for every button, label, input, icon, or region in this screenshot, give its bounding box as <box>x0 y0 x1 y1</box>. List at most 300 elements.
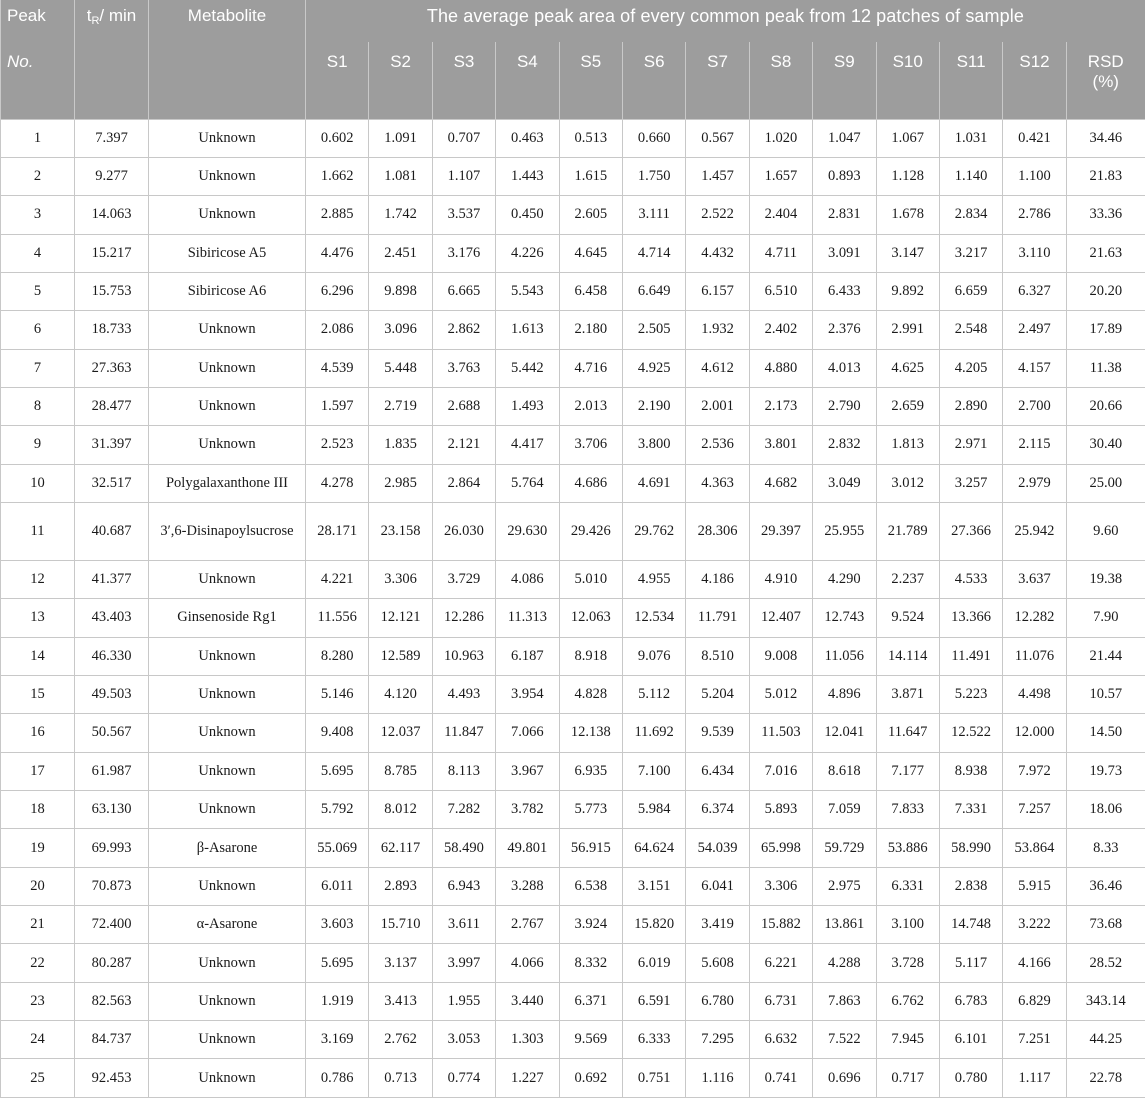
header-sample-s4: S4 <box>496 42 559 119</box>
sample-value-cell: 2.700 <box>1003 387 1066 425</box>
sample-value-cell: 3.997 <box>432 944 495 982</box>
table-row <box>1 119 1145 157</box>
sample-value-cell: 7.833 <box>876 791 939 829</box>
table-row <box>1 829 1145 867</box>
sample-value-cell: 65.998 <box>749 829 812 867</box>
sample-value-cell: 55.069 <box>306 829 369 867</box>
sample-value-cell: 1.116 <box>686 1059 749 1097</box>
sample-value-cell: 49.801 <box>496 829 559 867</box>
sample-value-cell: 6.762 <box>876 982 939 1020</box>
sample-value-cell: 5.146 <box>306 675 369 713</box>
sample-value-cell: 4.186 <box>686 560 749 598</box>
sample-value-cell: 6.221 <box>749 944 812 982</box>
retention-time-cell: 70.873 <box>75 867 149 905</box>
sample-value-cell: 3.306 <box>369 560 432 598</box>
sample-value-cell: 3.100 <box>876 906 939 944</box>
table-row <box>1 637 1145 675</box>
sample-value-cell: 3.537 <box>432 196 495 234</box>
sample-value-cell: 4.955 <box>622 560 685 598</box>
table-row <box>1 502 1145 560</box>
sample-value-cell: 7.945 <box>876 1021 939 1059</box>
sample-value-cell: 9.898 <box>369 272 432 310</box>
sample-value-cell: 1.047 <box>813 119 876 157</box>
sample-value-cell: 8.918 <box>559 637 622 675</box>
header-sample-s11: S11 <box>939 42 1002 119</box>
sample-value-cell: 11.503 <box>749 714 812 752</box>
sample-value-cell: 29.630 <box>496 502 559 560</box>
sample-value-cell: 1.227 <box>496 1059 559 1097</box>
sample-value-cell: 2.548 <box>939 311 1002 349</box>
sample-value-cell: 2.719 <box>369 387 432 425</box>
peak-number-cell: 14 <box>1 637 75 675</box>
sample-value-cell: 4.493 <box>432 675 495 713</box>
sample-value-cell: 4.013 <box>813 349 876 387</box>
sample-value-cell: 3.611 <box>432 906 495 944</box>
metabolite-cell: Unknown <box>149 675 306 713</box>
sample-value-cell: 1.742 <box>369 196 432 234</box>
retention-time-cell: 92.453 <box>75 1059 149 1097</box>
sample-value-cell: 3.729 <box>432 560 495 598</box>
sample-value-cell: 14.114 <box>876 637 939 675</box>
sample-value-cell: 4.498 <box>1003 675 1066 713</box>
peak-number-cell: 20 <box>1 867 75 905</box>
header-span-title: The average peak area of every common peak from 12 patches of sample <box>306 0 1145 42</box>
peak-number-cell: 18 <box>1 791 75 829</box>
table-row <box>1 599 1145 637</box>
sample-value-cell: 3.288 <box>496 867 559 905</box>
retention-time-cell: 15.217 <box>75 234 149 272</box>
sample-value-cell: 5.608 <box>686 944 749 982</box>
sample-value-cell: 8.938 <box>939 752 1002 790</box>
sample-value-cell: 6.780 <box>686 982 749 1020</box>
sample-value-cell: 12.522 <box>939 714 1002 752</box>
rsd-cell: 17.89 <box>1066 311 1145 349</box>
sample-value-cell: 0.741 <box>749 1059 812 1097</box>
peak-number-cell: 21 <box>1 906 75 944</box>
rsd-cell: 21.83 <box>1066 157 1145 195</box>
sample-value-cell: 5.223 <box>939 675 1002 713</box>
sample-value-cell: 3.053 <box>432 1021 495 1059</box>
sample-value-cell: 2.762 <box>369 1021 432 1059</box>
sample-value-cell: 4.205 <box>939 349 1002 387</box>
rsd-cell: 20.66 <box>1066 387 1145 425</box>
sample-value-cell: 2.451 <box>369 234 432 272</box>
sample-value-cell: 1.020 <box>749 119 812 157</box>
retention-time-cell: 84.737 <box>75 1021 149 1059</box>
metabolite-cell: Unknown <box>149 637 306 675</box>
sample-value-cell: 5.204 <box>686 675 749 713</box>
header-tr-main: t <box>86 6 92 25</box>
peak-number-cell: 17 <box>1 752 75 790</box>
rsd-cell: 22.78 <box>1066 1059 1145 1097</box>
peak-number-cell: 25 <box>1 1059 75 1097</box>
rsd-cell: 20.20 <box>1066 272 1145 310</box>
sample-value-cell: 29.397 <box>749 502 812 560</box>
sample-value-cell: 12.000 <box>1003 714 1066 752</box>
sample-value-cell: 2.831 <box>813 196 876 234</box>
sample-value-cell: 0.774 <box>432 1059 495 1097</box>
sample-value-cell: 6.665 <box>432 272 495 310</box>
metabolite-cell: Unknown <box>149 791 306 829</box>
sample-value-cell: 0.463 <box>496 119 559 157</box>
sample-value-cell: 59.729 <box>813 829 876 867</box>
retention-time-cell: 46.330 <box>75 637 149 675</box>
sample-value-cell: 7.257 <box>1003 791 1066 829</box>
retention-time-cell: 61.987 <box>75 752 149 790</box>
sample-value-cell: 8.510 <box>686 637 749 675</box>
header-sample-s7: S7 <box>686 42 749 119</box>
sample-value-cell: 1.128 <box>876 157 939 195</box>
sample-value-cell: 4.476 <box>306 234 369 272</box>
header-retention-time <box>75 0 149 119</box>
sample-value-cell: 4.925 <box>622 349 685 387</box>
sample-value-cell: 6.659 <box>939 272 1002 310</box>
rsd-cell: 25.00 <box>1066 464 1145 502</box>
metabolite-cell: Unknown <box>149 119 306 157</box>
sample-value-cell: 3.091 <box>813 234 876 272</box>
sample-value-cell: 12.041 <box>813 714 876 752</box>
sample-value-cell: 5.773 <box>559 791 622 829</box>
sample-value-cell: 4.533 <box>939 560 1002 598</box>
rsd-cell: 33.36 <box>1066 196 1145 234</box>
sample-value-cell: 3.151 <box>622 867 685 905</box>
sample-value-cell: 2.121 <box>432 426 495 464</box>
sample-value-cell: 0.696 <box>813 1059 876 1097</box>
sample-value-cell: 8.280 <box>306 637 369 675</box>
sample-value-cell: 12.282 <box>1003 599 1066 637</box>
metabolite-cell: 3′,6-Disinapoylsucrose <box>149 502 306 560</box>
sample-value-cell: 6.731 <box>749 982 812 1020</box>
sample-value-cell: 25.955 <box>813 502 876 560</box>
sample-value-cell: 6.434 <box>686 752 749 790</box>
rsd-cell: 30.40 <box>1066 426 1145 464</box>
sample-value-cell: 3.257 <box>939 464 1002 502</box>
table-header <box>1 0 1145 119</box>
sample-value-cell: 4.714 <box>622 234 685 272</box>
sample-value-cell: 54.039 <box>686 829 749 867</box>
sample-value-cell: 27.366 <box>939 502 1002 560</box>
sample-value-cell: 3.222 <box>1003 906 1066 944</box>
sample-value-cell: 4.221 <box>306 560 369 598</box>
sample-value-cell: 6.041 <box>686 867 749 905</box>
sample-value-cell: 2.838 <box>939 867 1002 905</box>
sample-value-cell: 11.692 <box>622 714 685 752</box>
sample-value-cell: 11.647 <box>876 714 939 752</box>
sample-value-cell: 3.871 <box>876 675 939 713</box>
peak-number-cell: 11 <box>1 502 75 560</box>
sample-value-cell: 5.764 <box>496 464 559 502</box>
sample-value-cell: 6.935 <box>559 752 622 790</box>
sample-value-cell: 2.862 <box>432 311 495 349</box>
sample-value-cell: 2.790 <box>813 387 876 425</box>
rsd-cell: 11.38 <box>1066 349 1145 387</box>
sample-value-cell: 11.313 <box>496 599 559 637</box>
header-peak: Peak <box>1 0 75 42</box>
rsd-cell: 343.14 <box>1066 982 1145 1020</box>
header-sample-s9: S9 <box>813 42 876 119</box>
sample-value-cell: 7.863 <box>813 982 876 1020</box>
sample-value-cell: 1.750 <box>622 157 685 195</box>
retention-time-cell: 18.733 <box>75 311 149 349</box>
retention-time-cell: 50.567 <box>75 714 149 752</box>
sample-value-cell: 25.942 <box>1003 502 1066 560</box>
header-sample-s12: S12 <box>1003 42 1066 119</box>
sample-value-cell: 9.076 <box>622 637 685 675</box>
sample-value-cell: 6.101 <box>939 1021 1002 1059</box>
sample-value-cell: 5.792 <box>306 791 369 829</box>
sample-value-cell: 12.286 <box>432 599 495 637</box>
table-row <box>1 387 1145 425</box>
sample-value-cell: 53.864 <box>1003 829 1066 867</box>
sample-value-cell: 15.882 <box>749 906 812 944</box>
retention-time-cell: 31.397 <box>75 426 149 464</box>
sample-value-cell: 11.847 <box>432 714 495 752</box>
sample-value-cell: 4.612 <box>686 349 749 387</box>
sample-value-cell: 6.632 <box>749 1021 812 1059</box>
header-sample-s2: S2 <box>369 42 432 119</box>
sample-value-cell: 3.306 <box>749 867 812 905</box>
sample-value-cell: 2.605 <box>559 196 622 234</box>
metabolite-cell: Unknown <box>149 752 306 790</box>
rsd-cell: 14.50 <box>1066 714 1145 752</box>
sample-value-cell: 2.971 <box>939 426 1002 464</box>
sample-value-cell: 7.016 <box>749 752 812 790</box>
sample-value-cell: 7.059 <box>813 791 876 829</box>
header-tr-unit: / min <box>99 6 137 25</box>
sample-value-cell: 6.649 <box>622 272 685 310</box>
retention-time-cell: 80.287 <box>75 944 149 982</box>
sample-value-cell: 2.893 <box>369 867 432 905</box>
sample-value-cell: 14.748 <box>939 906 1002 944</box>
sample-value-cell: 7.972 <box>1003 752 1066 790</box>
sample-value-cell: 2.834 <box>939 196 1002 234</box>
table-row <box>1 1059 1145 1097</box>
sample-value-cell: 3.096 <box>369 311 432 349</box>
sample-value-cell: 2.975 <box>813 867 876 905</box>
sample-value-cell: 7.295 <box>686 1021 749 1059</box>
sample-value-cell: 4.120 <box>369 675 432 713</box>
sample-value-cell: 7.066 <box>496 714 559 752</box>
header-sample-s3: S3 <box>432 42 495 119</box>
table-row <box>1 752 1145 790</box>
sample-value-cell: 3.110 <box>1003 234 1066 272</box>
rsd-cell: 7.90 <box>1066 599 1145 637</box>
sample-value-cell: 9.892 <box>876 272 939 310</box>
sample-value-cell: 7.177 <box>876 752 939 790</box>
peak-number-cell: 1 <box>1 119 75 157</box>
sample-value-cell: 13.861 <box>813 906 876 944</box>
sample-value-cell: 2.180 <box>559 311 622 349</box>
sample-value-cell: 26.030 <box>432 502 495 560</box>
table-row <box>1 675 1145 713</box>
sample-value-cell: 6.510 <box>749 272 812 310</box>
table-row <box>1 1021 1145 1059</box>
sample-value-cell: 0.707 <box>432 119 495 157</box>
sample-value-cell: 2.190 <box>622 387 685 425</box>
sample-value-cell: 29.762 <box>622 502 685 560</box>
peak-number-cell: 9 <box>1 426 75 464</box>
sample-value-cell: 28.306 <box>686 502 749 560</box>
sample-value-cell: 5.915 <box>1003 867 1066 905</box>
sample-value-cell: 2.237 <box>876 560 939 598</box>
sample-value-cell: 0.602 <box>306 119 369 157</box>
sample-value-cell: 3.763 <box>432 349 495 387</box>
sample-value-cell: 2.523 <box>306 426 369 464</box>
header-sample-s5: S5 <box>559 42 622 119</box>
metabolite-cell: Unknown <box>149 982 306 1020</box>
sample-value-cell: 0.780 <box>939 1059 1002 1097</box>
rsd-cell: 36.46 <box>1066 867 1145 905</box>
sample-value-cell: 7.100 <box>622 752 685 790</box>
sample-value-cell: 4.828 <box>559 675 622 713</box>
sample-value-cell: 2.890 <box>939 387 1002 425</box>
header-sample-s10: S10 <box>876 42 939 119</box>
sample-value-cell: 4.226 <box>496 234 559 272</box>
metabolite-cell: Unknown <box>149 426 306 464</box>
retention-time-cell: 32.517 <box>75 464 149 502</box>
sample-value-cell: 10.963 <box>432 637 495 675</box>
sample-value-cell: 1.662 <box>306 157 369 195</box>
peak-number-cell: 3 <box>1 196 75 234</box>
peak-number-cell: 13 <box>1 599 75 637</box>
retention-time-cell: 40.687 <box>75 502 149 560</box>
metabolite-cell: Unknown <box>149 311 306 349</box>
sample-value-cell: 3.440 <box>496 982 559 1020</box>
sample-value-cell: 2.001 <box>686 387 749 425</box>
peak-number-cell: 16 <box>1 714 75 752</box>
metabolite-cell: Unknown <box>149 560 306 598</box>
sample-value-cell: 2.979 <box>1003 464 1066 502</box>
sample-value-cell: 3.967 <box>496 752 559 790</box>
sample-value-cell: 9.008 <box>749 637 812 675</box>
sample-value-cell: 4.686 <box>559 464 622 502</box>
sample-value-cell: 2.786 <box>1003 196 1066 234</box>
table-row <box>1 867 1145 905</box>
sample-value-cell: 5.695 <box>306 944 369 982</box>
sample-value-cell: 1.117 <box>1003 1059 1066 1097</box>
sample-value-cell: 0.567 <box>686 119 749 157</box>
sample-value-cell: 4.157 <box>1003 349 1066 387</box>
sample-value-cell: 1.678 <box>876 196 939 234</box>
sample-value-cell: 6.011 <box>306 867 369 905</box>
sample-value-cell: 7.522 <box>813 1021 876 1059</box>
sample-value-cell: 1.615 <box>559 157 622 195</box>
rsd-cell: 21.63 <box>1066 234 1145 272</box>
sample-value-cell: 2.991 <box>876 311 939 349</box>
table-row <box>1 560 1145 598</box>
sample-value-cell: 2.497 <box>1003 311 1066 349</box>
rsd-cell: 10.57 <box>1066 675 1145 713</box>
sample-value-cell: 1.457 <box>686 157 749 195</box>
sample-value-cell: 1.919 <box>306 982 369 1020</box>
table-row <box>1 426 1145 464</box>
sample-value-cell: 1.303 <box>496 1021 559 1059</box>
sample-value-cell: 6.157 <box>686 272 749 310</box>
sample-value-cell: 5.893 <box>749 791 812 829</box>
metabolite-cell: Unknown <box>149 944 306 982</box>
sample-value-cell: 3.782 <box>496 791 559 829</box>
sample-value-cell: 5.984 <box>622 791 685 829</box>
sample-value-cell: 1.107 <box>432 157 495 195</box>
sample-value-cell: 6.331 <box>876 867 939 905</box>
sample-value-cell: 21.789 <box>876 502 939 560</box>
sample-value-cell: 1.031 <box>939 119 1002 157</box>
peak-number-cell: 15 <box>1 675 75 713</box>
rsd-cell: 8.33 <box>1066 829 1145 867</box>
metabolite-cell: Unknown <box>149 1059 306 1097</box>
metabolite-cell: Polygalaxanthone III <box>149 464 306 502</box>
table-row <box>1 157 1145 195</box>
sample-value-cell: 0.713 <box>369 1059 432 1097</box>
sample-value-cell: 7.251 <box>1003 1021 1066 1059</box>
table-row <box>1 464 1145 502</box>
sample-value-cell: 5.010 <box>559 560 622 598</box>
sample-value-cell: 9.569 <box>559 1021 622 1059</box>
sample-value-cell: 2.688 <box>432 387 495 425</box>
sample-value-cell: 4.278 <box>306 464 369 502</box>
sample-value-cell: 0.692 <box>559 1059 622 1097</box>
sample-value-cell: 0.450 <box>496 196 559 234</box>
sample-value-cell: 6.783 <box>939 982 1002 1020</box>
metabolite-cell: Sibiricose A6 <box>149 272 306 310</box>
sample-value-cell: 4.539 <box>306 349 369 387</box>
peak-number-cell: 7 <box>1 349 75 387</box>
sample-value-cell: 7.331 <box>939 791 1002 829</box>
peak-number-cell: 2 <box>1 157 75 195</box>
sample-value-cell: 2.086 <box>306 311 369 349</box>
header-sample-s6: S6 <box>622 42 685 119</box>
sample-value-cell: 3.924 <box>559 906 622 944</box>
sample-value-cell: 2.536 <box>686 426 749 464</box>
sample-value-cell: 2.985 <box>369 464 432 502</box>
peak-number-cell: 22 <box>1 944 75 982</box>
sample-value-cell: 4.691 <box>622 464 685 502</box>
sample-value-cell: 1.081 <box>369 157 432 195</box>
metabolite-cell: Unknown <box>149 867 306 905</box>
table-row <box>1 311 1145 349</box>
sample-value-cell: 1.835 <box>369 426 432 464</box>
sample-value-cell: 6.327 <box>1003 272 1066 310</box>
sample-value-cell: 3.706 <box>559 426 622 464</box>
sample-value-cell: 9.408 <box>306 714 369 752</box>
peak-number-cell: 5 <box>1 272 75 310</box>
sample-value-cell: 5.695 <box>306 752 369 790</box>
sample-value-cell: 6.538 <box>559 867 622 905</box>
sample-value-cell: 1.493 <box>496 387 559 425</box>
sample-value-cell: 11.491 <box>939 637 1002 675</box>
sample-value-cell: 2.885 <box>306 196 369 234</box>
retention-time-cell: 72.400 <box>75 906 149 944</box>
sample-value-cell: 0.660 <box>622 119 685 157</box>
sample-value-cell: 23.158 <box>369 502 432 560</box>
sample-value-cell: 4.290 <box>813 560 876 598</box>
sample-value-cell: 8.618 <box>813 752 876 790</box>
sample-value-cell: 1.955 <box>432 982 495 1020</box>
rsd-cell: 73.68 <box>1066 906 1145 944</box>
sample-value-cell: 0.421 <box>1003 119 1066 157</box>
sample-value-cell: 3.137 <box>369 944 432 982</box>
sample-value-cell: 58.990 <box>939 829 1002 867</box>
sample-value-cell: 1.443 <box>496 157 559 195</box>
sample-value-cell: 1.067 <box>876 119 939 157</box>
metabolite-cell: Sibiricose A5 <box>149 234 306 272</box>
sample-value-cell: 62.117 <box>369 829 432 867</box>
retention-time-cell: 14.063 <box>75 196 149 234</box>
rsd-cell: 19.73 <box>1066 752 1145 790</box>
table-row <box>1 349 1145 387</box>
rsd-cell: 19.38 <box>1066 560 1145 598</box>
sample-value-cell: 4.711 <box>749 234 812 272</box>
